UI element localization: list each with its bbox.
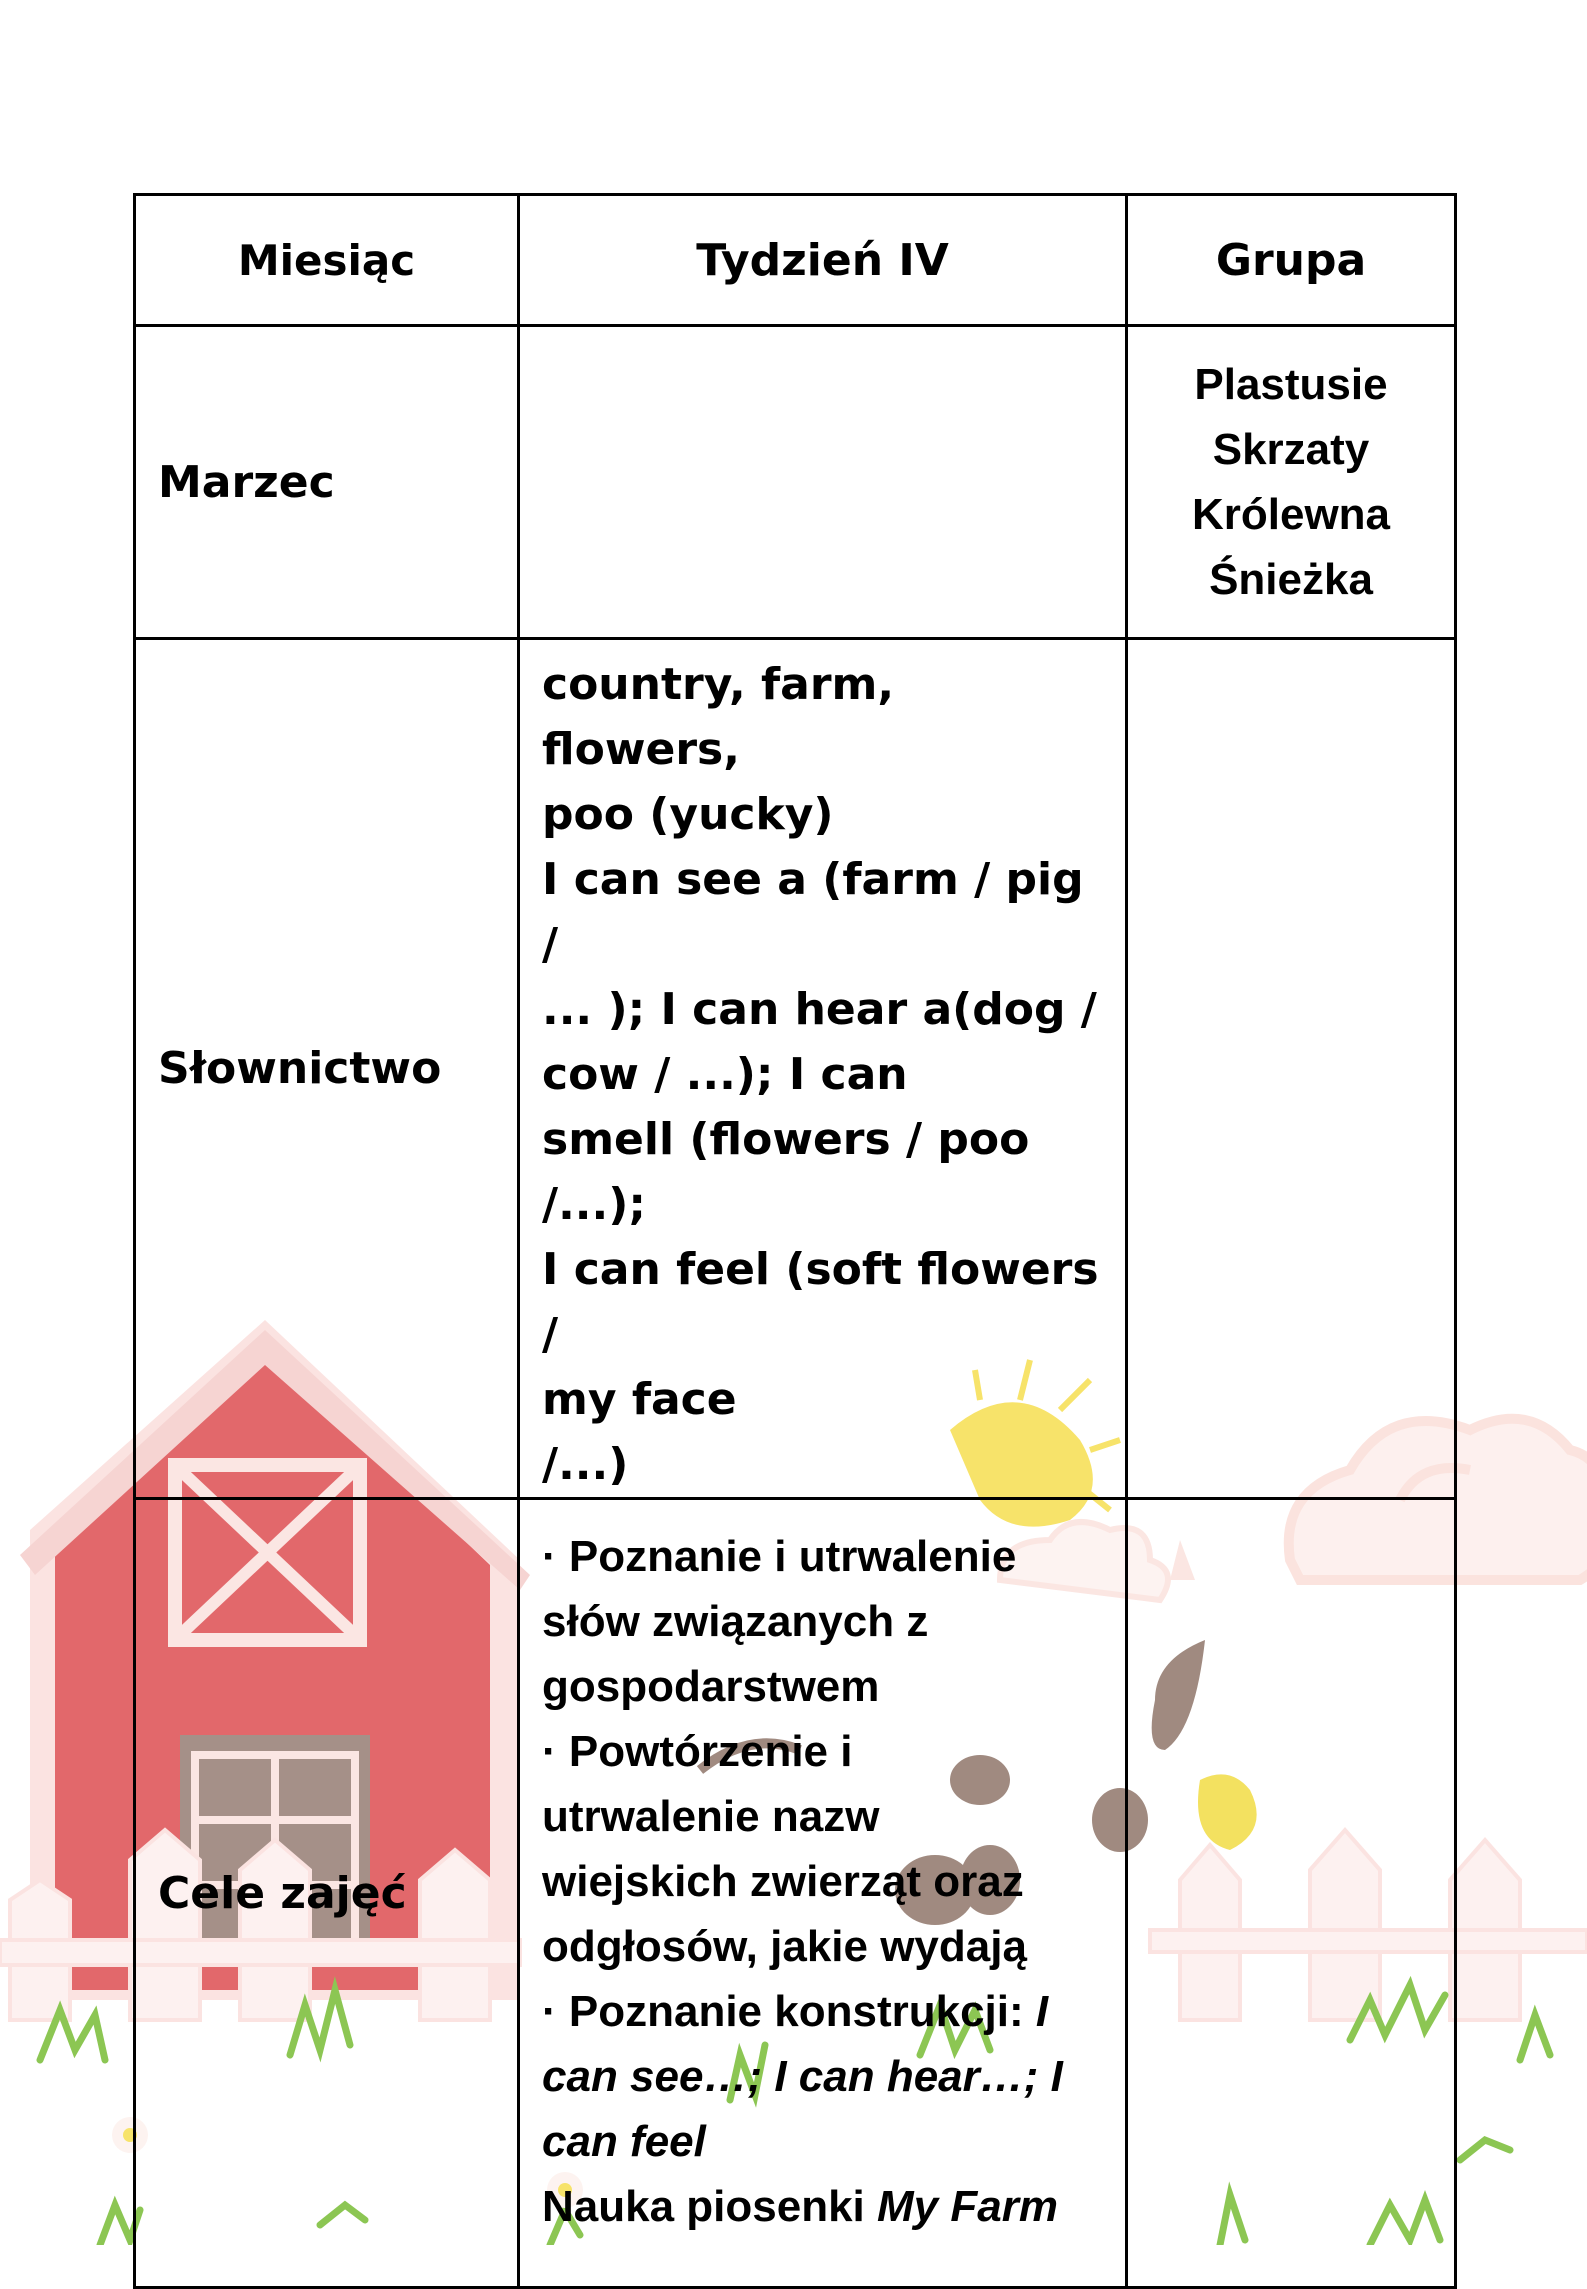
vocabulary-line: /...) bbox=[542, 1439, 629, 1490]
header-row bbox=[135, 195, 1456, 326]
goals-line: utrwalenie nazw bbox=[542, 1792, 880, 1841]
group-line: Królewna bbox=[1191, 490, 1391, 539]
vocabulary-line: my face bbox=[542, 1374, 737, 1425]
vocabulary-label: Słownictwo bbox=[135, 639, 519, 1499]
vocabulary-content bbox=[519, 639, 1127, 1499]
vocabulary-group-cell bbox=[1127, 639, 1456, 1499]
goals-line: gospodarstwem bbox=[542, 1662, 880, 1711]
construction-example: I bbox=[1035, 1987, 1049, 2036]
lesson-plan-table bbox=[133, 193, 1457, 2289]
group-line: Plastusie bbox=[1194, 360, 1388, 409]
vocabulary-line: poo (yucky) bbox=[542, 789, 834, 840]
week-value bbox=[519, 326, 1127, 639]
construction-line bbox=[542, 1979, 1103, 2044]
vocabulary-line: I can feel (soft flowers / bbox=[542, 1244, 1099, 1360]
group-header: Grupa bbox=[1127, 195, 1456, 326]
week-header: Tydzień IV bbox=[519, 195, 1127, 326]
construction-example: can feel bbox=[542, 2117, 706, 2166]
goals-line: · Poznanie i utrwalenie bbox=[542, 1532, 1017, 1581]
goals-line: odgłosów, jakie wydają bbox=[542, 1922, 1027, 1971]
goals-content bbox=[519, 1499, 1127, 2288]
goals-row bbox=[135, 1499, 1456, 2288]
vocabulary-line: country, farm, flowers, bbox=[542, 659, 895, 775]
month-row bbox=[135, 326, 1456, 639]
vocabulary-line: ... ); I can hear a(dog / bbox=[542, 984, 1097, 1035]
song-title: My Farm bbox=[877, 2182, 1058, 2231]
vocabulary-line: smell (flowers / poo /...); bbox=[542, 1114, 1030, 1230]
goals-line: wiejskich zwierząt oraz bbox=[542, 1857, 1024, 1906]
vocabulary-line: cow / ...); I can bbox=[542, 1049, 908, 1100]
goals-label: Cele zajęć bbox=[135, 1499, 519, 2288]
month-header: Miesiąc bbox=[135, 195, 519, 326]
month-value: Marzec bbox=[135, 326, 519, 639]
vocabulary-row bbox=[135, 639, 1456, 1499]
construction-prefix: · Poznanie konstrukcji: bbox=[542, 1987, 1036, 2036]
goals-line: · Powtórzenie i bbox=[542, 1727, 853, 1776]
construction-example: can see…; I can hear…; I bbox=[542, 2052, 1063, 2101]
goals-line: słów związanych z bbox=[542, 1597, 929, 1646]
song-prefix: Nauka piosenki bbox=[542, 2182, 878, 2231]
group-line: Skrzaty bbox=[1212, 425, 1370, 474]
group-line: Śnieżka bbox=[1209, 555, 1373, 604]
goals-group-cell bbox=[1127, 1499, 1456, 2288]
vocabulary-line: I can see a (farm / pig / bbox=[542, 854, 1084, 970]
song-line bbox=[542, 2174, 1103, 2239]
group-value bbox=[1127, 326, 1456, 639]
